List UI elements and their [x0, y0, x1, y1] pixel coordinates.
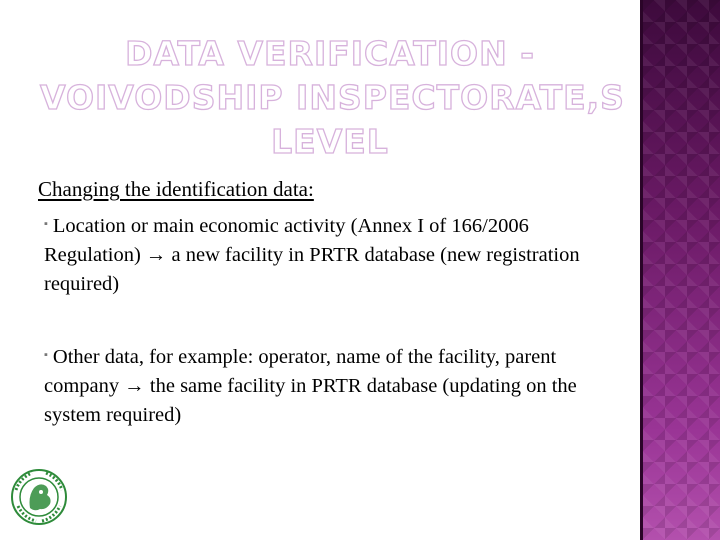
bullet-item [44, 341, 604, 430]
bullet-text: Other data, for example: operator, name of the facility, parent company → the same facility in PRTR database (updating on the system required) [44, 346, 577, 426]
slide-title [40, 32, 625, 164]
inspectorate-logo-icon [10, 468, 68, 526]
decorative-purple-band [643, 0, 720, 540]
bullet-marker-icon: ▪ [44, 218, 48, 230]
title-line-1: DATA VERIFICATION - [125, 34, 535, 73]
bullet-marker-icon: ▪ [44, 349, 48, 361]
title-line-3: LEVEL [271, 122, 389, 161]
section-heading: Changing the identification data: [38, 177, 314, 201]
title-line-2: VOIVODSHIP INSPECTORATE,S [40, 78, 625, 117]
bullet-text: Location or main economic activity (Annex I of 166/2006 Regulation) → a new facility in PRTR database (new registration required) [44, 215, 580, 295]
bullet-item [44, 210, 604, 299]
